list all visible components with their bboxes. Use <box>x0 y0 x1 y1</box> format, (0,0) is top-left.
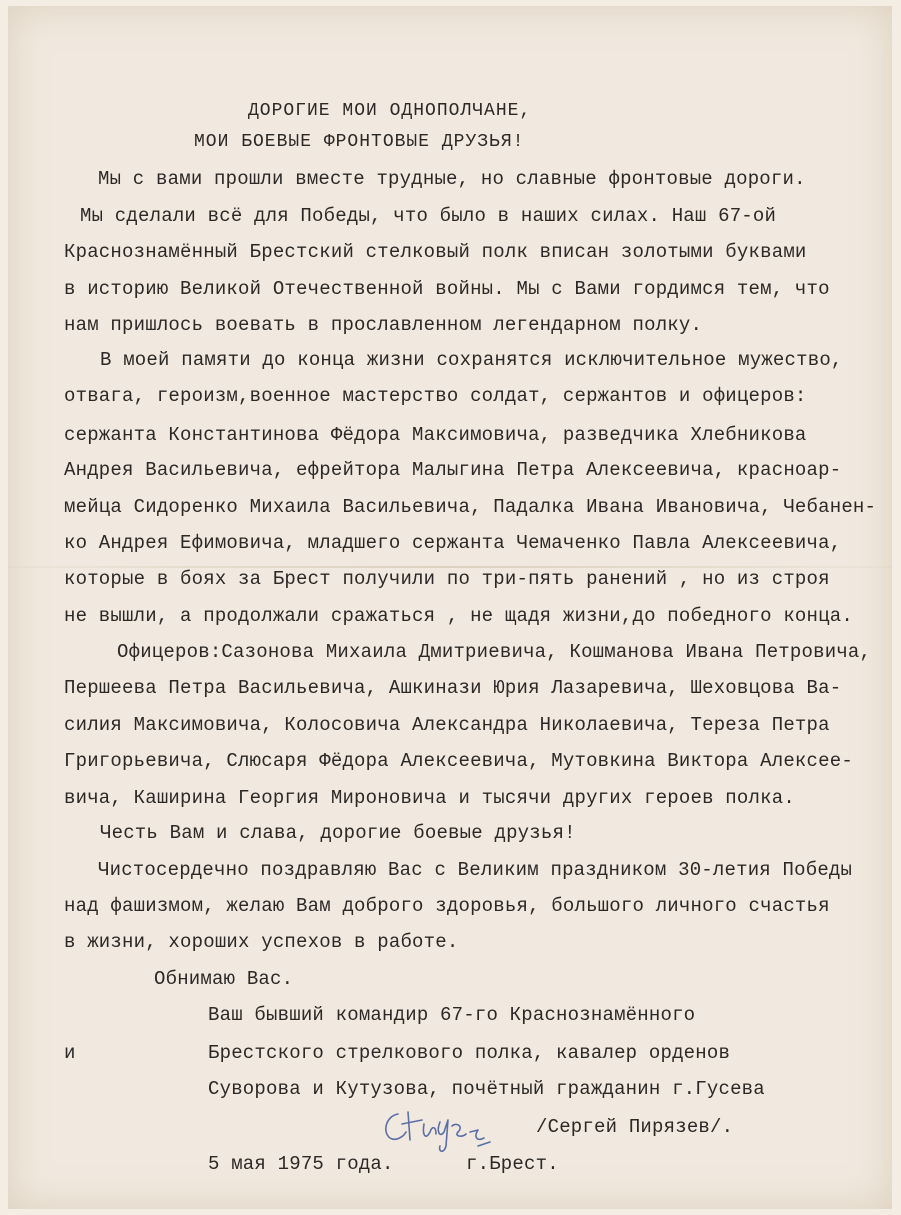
paragraph-1-line-5: нам пришлось воевать в прославленном легендарном полку. <box>64 314 703 336</box>
signature-block-line-3: Суворова и Кутузова, почётный гражданин г.Гусева <box>208 1078 765 1100</box>
paragraph-1-line-1: Мы с вами прошли вместе трудные, но славные фронтовые дороги. <box>98 168 806 190</box>
paragraph-2-line-2: отвага, героизм,военное мастерство солдат, сержантов и офицеров: <box>64 385 807 407</box>
paragraph-1-line-4: в историю Великой Отечественной войны. Мы с Вами гордимся тем, что <box>64 278 830 300</box>
stray-letter: и <box>64 1042 76 1064</box>
paragraph-2-line-7: которые в боях за Брест получили по три-пять ранений , но из строя <box>64 568 830 590</box>
paragraph-2-line-8: не вышли, а продолжали сражаться , не щадя жизни,до победного конца. <box>64 605 853 627</box>
paragraph-2-line-1: В моей памяти до конца жизни сохранятся исключительное мужество, <box>100 349 843 371</box>
closing-line: Обнимаю Вас. <box>154 968 294 990</box>
letter-place: г.Брест. <box>466 1153 559 1175</box>
letter-date: 5 мая 1975 года. <box>208 1153 394 1175</box>
paragraph-2-line-3: сержанта Константинова Фёдора Максимовича, разведчика Хлебникова <box>64 424 807 446</box>
heading-line-2: МОИ БОЕВЫЕ ФРОНТОВЫЕ ДРУЗЬЯ! <box>194 132 525 152</box>
paragraph-4-line-1: Честь Вам и слава, дорогие боевые друзья! <box>100 822 576 844</box>
signature-block-line-1: Ваш бывший командир 67-го Краснознамённого <box>208 1004 696 1026</box>
paragraph-5-line-2: над фашизмом, желаю Вам доброго здоровья, большого личного счастья <box>64 895 830 917</box>
paragraph-3-line-1: Офицеров:Сазонова Михаила Дмитриевича, Кошманова Ивана Петровича, <box>117 641 872 663</box>
paragraph-3-line-2: Першеева Петра Васильевича, Ашкинази Юрия Лазаревича, Шеховцова Ва- <box>64 677 842 699</box>
heading-line-1: ДОРОГИЕ МОИ ОДНОПОЛЧАНЕ, <box>248 101 532 121</box>
paragraph-3-line-5: вича, Каширина Георгия Мироновича и тысячи других героев полка. <box>64 787 795 809</box>
paragraph-2-line-4: Андрея Васильевича, ефрейтора Малыгина Петра Алексеевича, красноар- <box>64 459 842 481</box>
paragraph-3-line-3: силия Максимовича, Колосовича Александра Николаевича, Тереза Петра <box>64 714 830 736</box>
paragraph-1-line-3: Краснознамённый Брестский стелковый полк вписан золотыми буквами <box>64 241 807 263</box>
paragraph-2-line-6: ко Андрея Ефимовича, младшего сержанта Чемаченко Павла Алексеевича, <box>64 532 842 554</box>
paragraph-5-line-1: Чистосердечно поздравляю Вас с Великим праздником 30-летия Победы <box>98 859 853 881</box>
paragraph-3-line-4: Григорьевича, Слюсаря Фёдора Алексеевича, Мутовкина Виктора Алексее- <box>64 750 853 772</box>
paragraph-2-line-5: мейца Сидоренко Михаила Васильевича, Падалка Ивана Ивановича, Чебанен- <box>64 496 877 518</box>
signature-block-line-2: Брестского стрелкового полка, кавалер орденов <box>208 1042 731 1064</box>
paragraph-1-line-2: Мы сделали всё для Победы, что было в наших силах. Наш 67-ой <box>80 205 777 227</box>
paragraph-5-line-3: в жизни, хороших успехов в работе. <box>64 931 459 953</box>
signer-name: /Сергей Пирязев/. <box>536 1116 734 1138</box>
